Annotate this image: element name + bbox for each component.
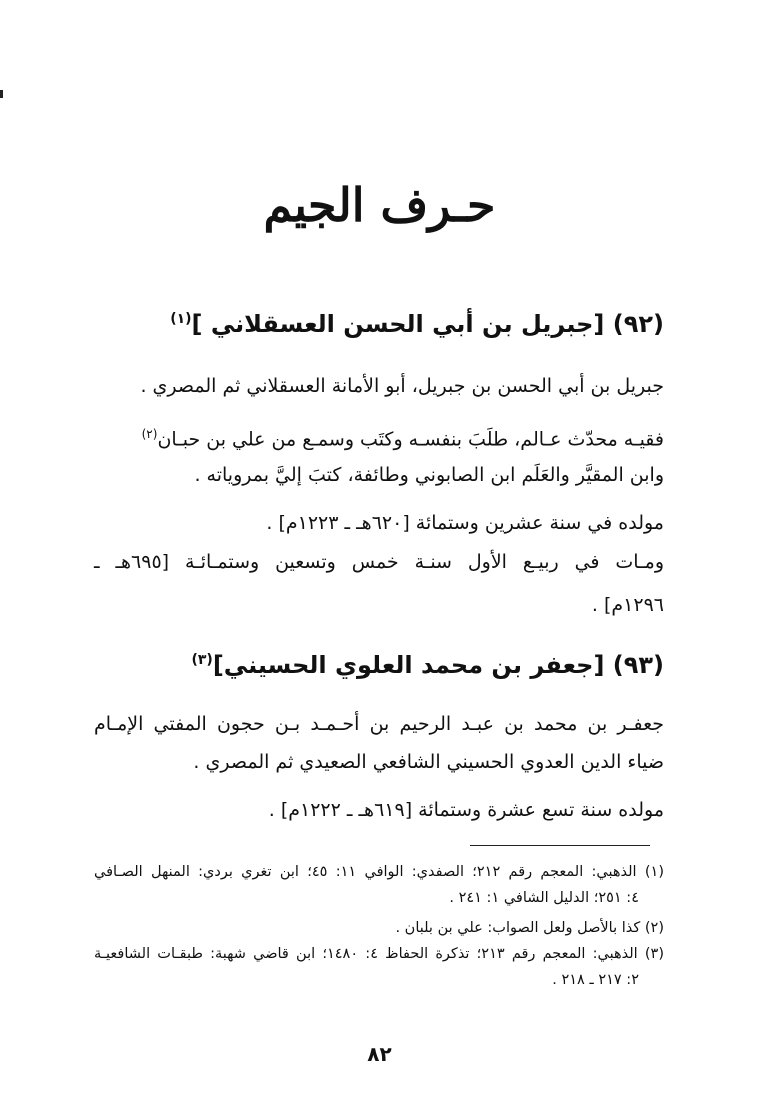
- scan-edge-mark: [0, 90, 3, 98]
- page-number: ٨٢: [367, 1042, 392, 1066]
- entry-93-line-3: مولده سنة تسع عشرة وستمائة [٦١٩هـ ـ ١٢٢٢م] .: [268, 799, 664, 821]
- footnote-1-line-2: ٤: ٢٥١؛ الدليل الشافي ١: ٢٤١ .: [449, 890, 639, 906]
- entry-92-line-2-text: فقيـه محدّث عـالم، طلَبَ بنفسـه وكتَب وسمـع من علي بن حبـان: [157, 428, 664, 451]
- entry-92-line-6: ١٢٩٦م] .: [591, 594, 664, 616]
- entry-92-line-3: وابن المقيَّر والعَلَم ابن الصابوني وطائفة، كتبَ إليَّ بمروياته .: [194, 464, 664, 486]
- footnote-3-line-2: ٢: ٢١٧ ـ ٢١٨ .: [552, 972, 639, 988]
- footnote-ref: (١): [170, 311, 192, 327]
- entry-92-line-4: مولده في سنة عشرين وستمائة [٦٢٠هـ ـ ١٢٢٣م] .: [266, 512, 664, 534]
- footnote-ref: (٣): [191, 652, 213, 668]
- entry-heading-text: (٩٢) [جبريل بن أبي الحسن العسقلاني ]: [191, 310, 664, 338]
- footnote-1-line-1: (١) الذهبي: المعجم رقم ٢١٢؛ الصفدي: الوافي ١١: ٤٥؛ ابن تغري بردي: المنهل الصـافي: [94, 864, 665, 880]
- entry-92-line-1: جبريل بن أبي الحسن بن جبريل، أبو الأمانة العسقلاني ثم المصري .: [140, 375, 664, 397]
- entry-92-line-2: [142, 421, 664, 452]
- chapter-title: حـرف الجيم: [263, 178, 496, 232]
- entry-heading-93: [191, 651, 664, 679]
- footnote-separator: [470, 845, 650, 846]
- footnote-2: (٢) كذا بالأصل ولعل الصواب: علي بن بلبان .: [395, 920, 664, 936]
- entry-92-line-5: ومـات في ربيـع الأول سنـة خمس وتسعين وستمـائـة [٦٩٥هـ ـ: [94, 551, 664, 573]
- footnote-3-line-1: (٣) الذهبي: المعجم رقم ٢١٣؛ تذكرة الحفاظ ٤: ١٤٨٠؛ ابن قاضي شهبة: طبقـات الشافعيـة: [94, 946, 664, 962]
- entry-heading-text: (٩٣) [جعفر بن محمد العلوي الحسيني]: [212, 651, 664, 679]
- entry-93-line-1: جعفـر بن محمد بن عبـد الرحيم بن أحـمـد بـن حجون المفتي الإمـام: [94, 713, 664, 735]
- footnote-ref: (٢): [141, 427, 158, 441]
- entry-93-line-2: ضياء الدين العدوي الحسيني الشافعي الصعيدي ثم المصري .: [193, 751, 664, 773]
- entry-heading-92: [170, 310, 664, 338]
